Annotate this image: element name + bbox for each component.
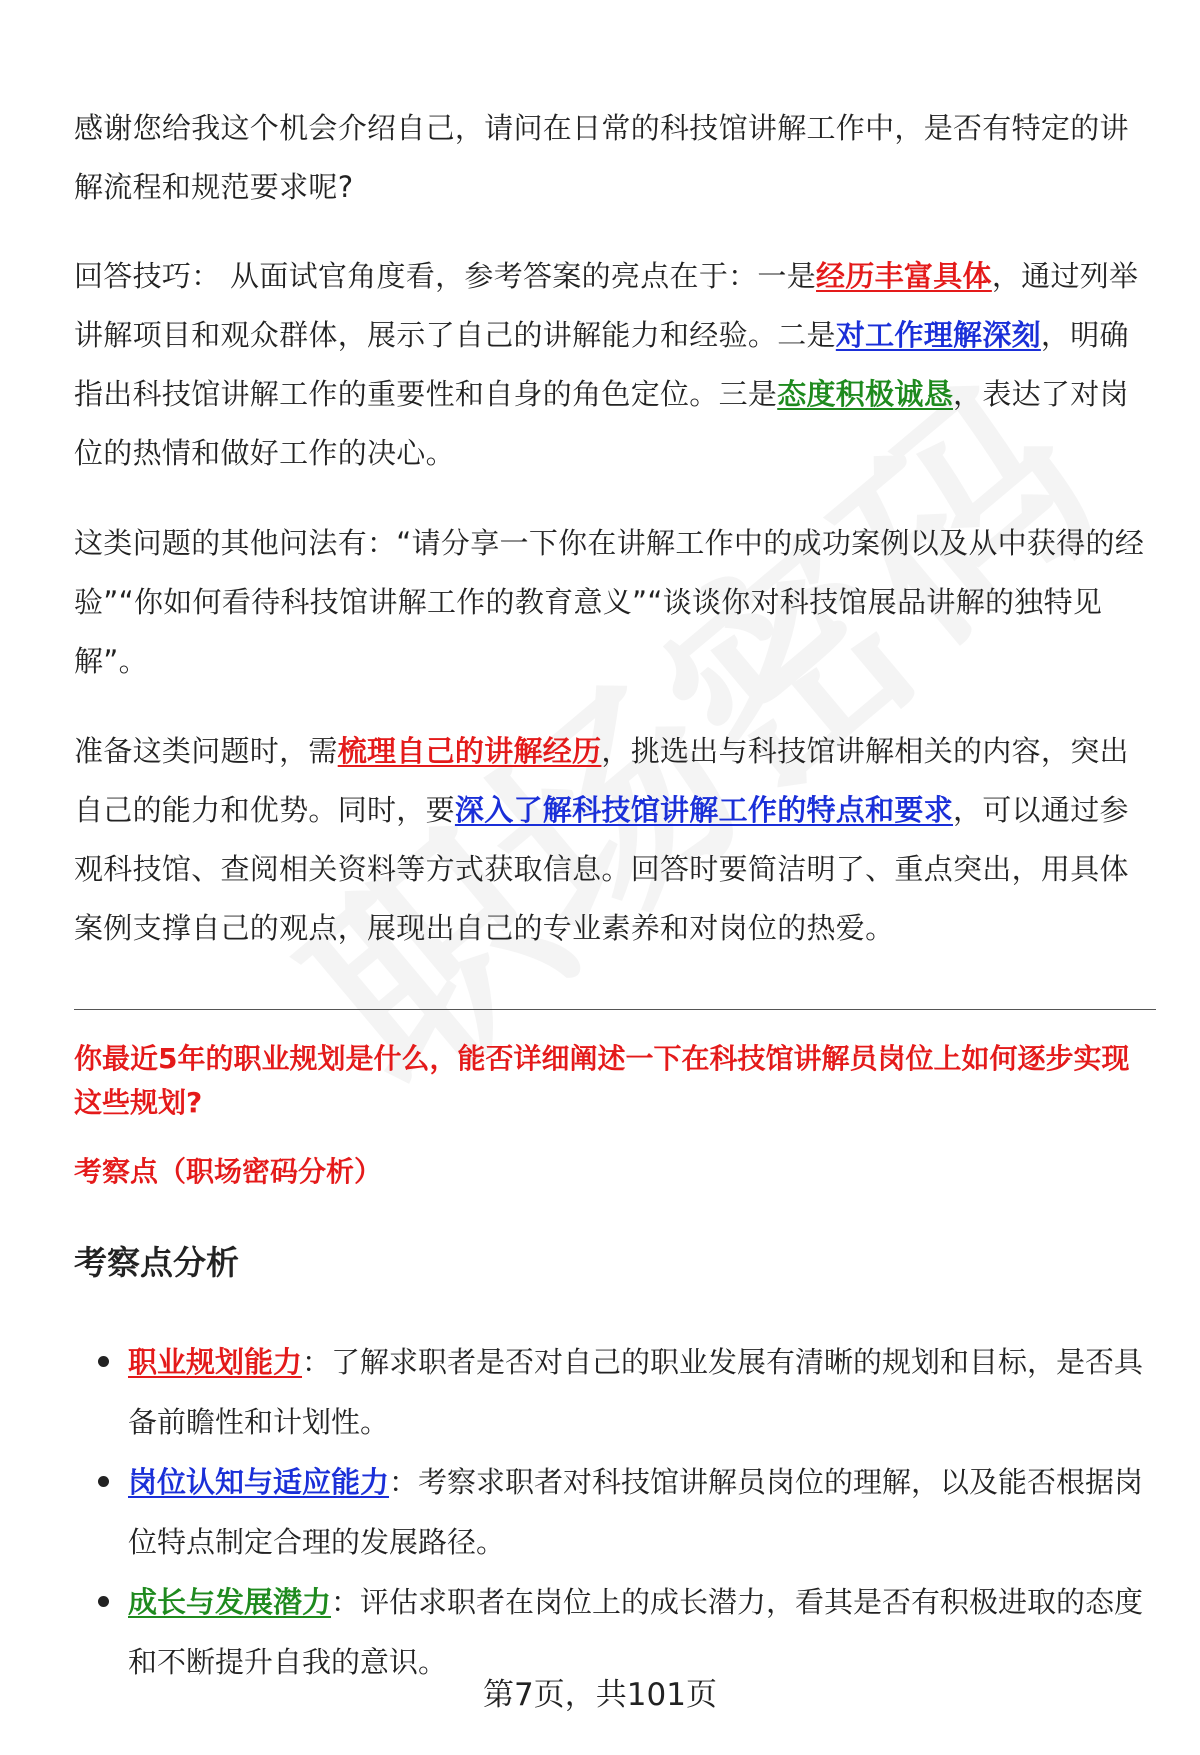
text-run: ，可以通过参观科技馆、查阅相关资料等方式获取信息。回答时要简洁明了、重点突出，用具体案例支撑自己的观点，展现出自己的专业素养和对岗位的热爱。 — [74, 793, 1129, 945]
highlight-attitude: 态度积极诚恳 — [777, 377, 954, 411]
bullet-text: ：评估求职者在岗位上的成长潜力，看其是否有积极进取的态度和不断提升自我的意识。 — [128, 1585, 1144, 1679]
highlight-job-research: 深入了解科技馆讲解工作的特点和要求 — [454, 793, 954, 827]
bullet-dot-icon — [98, 1356, 109, 1367]
highlight-experience: 经历丰富具体 — [816, 259, 992, 293]
text-run: 准备这类问题时，需 — [74, 734, 338, 768]
answer-tips-paragraph — [74, 247, 1156, 483]
text-run: ，通过列举讲解项目和观众群体，展示了自己的讲解能力和经验。二是 — [74, 259, 1139, 352]
text-run: ，明确指出科技馆讲解工作的重要性和自身的角色定位。三是 — [74, 318, 1129, 411]
section-divider — [74, 1009, 1156, 1010]
preparation-paragraph — [74, 722, 1156, 958]
bullet-term: 岗位认知与适应能力 — [128, 1465, 390, 1499]
section-heading: 考察点分析 — [74, 1243, 239, 1282]
bullet-text: ：考察求职者对科技馆讲解员岗位的理解，以及能否根据岗位特点制定合理的发展路径。 — [128, 1465, 1144, 1559]
alternative-questions-paragraph: 这类问题的其他问法有：“请分享一下你在讲解工作中的成功案例以及从中获得的经验”“你如何看待科技馆讲解工作的教育意义”“谈谈你对科技馆展品讲解的独特见解”。 — [74, 526, 1145, 678]
bullet-term: 职业规划能力 — [128, 1345, 303, 1379]
text-run: ，表达了对岗位的热情和做好工作的决心。 — [74, 377, 1129, 470]
question-title: 你最近5年的职业规划是什么，能否详细阐述一下在科技馆讲解员岗位上如何逐步实现这些规划? — [74, 1042, 1130, 1119]
page-number: 第7页，共101页 — [483, 1677, 717, 1713]
list-item — [74, 1452, 1156, 1572]
highlight-understanding: 对工作理解深刻 — [835, 318, 1041, 352]
highlight-experience-review: 梳理自己的讲解经历 — [337, 734, 602, 768]
bullet-dot-icon — [98, 1596, 109, 1607]
analysis-list — [74, 1332, 1156, 1692]
question-paragraph: 感谢您给我这个机会介绍自己，请问在日常的科技馆讲解工作中，是否有特定的讲解流程和规范要求呢? — [74, 111, 1129, 204]
text-run: 回答技巧： 从面试官角度看，参考答案的亮点在于：一是 — [74, 259, 817, 293]
list-item — [74, 1332, 1156, 1452]
bullet-dot-icon — [98, 1476, 109, 1487]
text-run: ，挑选出与科技馆讲解相关的内容，突出自己的能力和优势。同时，要 — [74, 734, 1129, 827]
bullet-text: ：了解求职者是否对自己的职业发展有清晰的规划和目标，是否具备前瞻性和计划性。 — [128, 1345, 1144, 1439]
bullet-term: 成长与发展潜力 — [128, 1585, 332, 1619]
question-subtitle: 考察点（职场密码分析） — [74, 1155, 383, 1188]
